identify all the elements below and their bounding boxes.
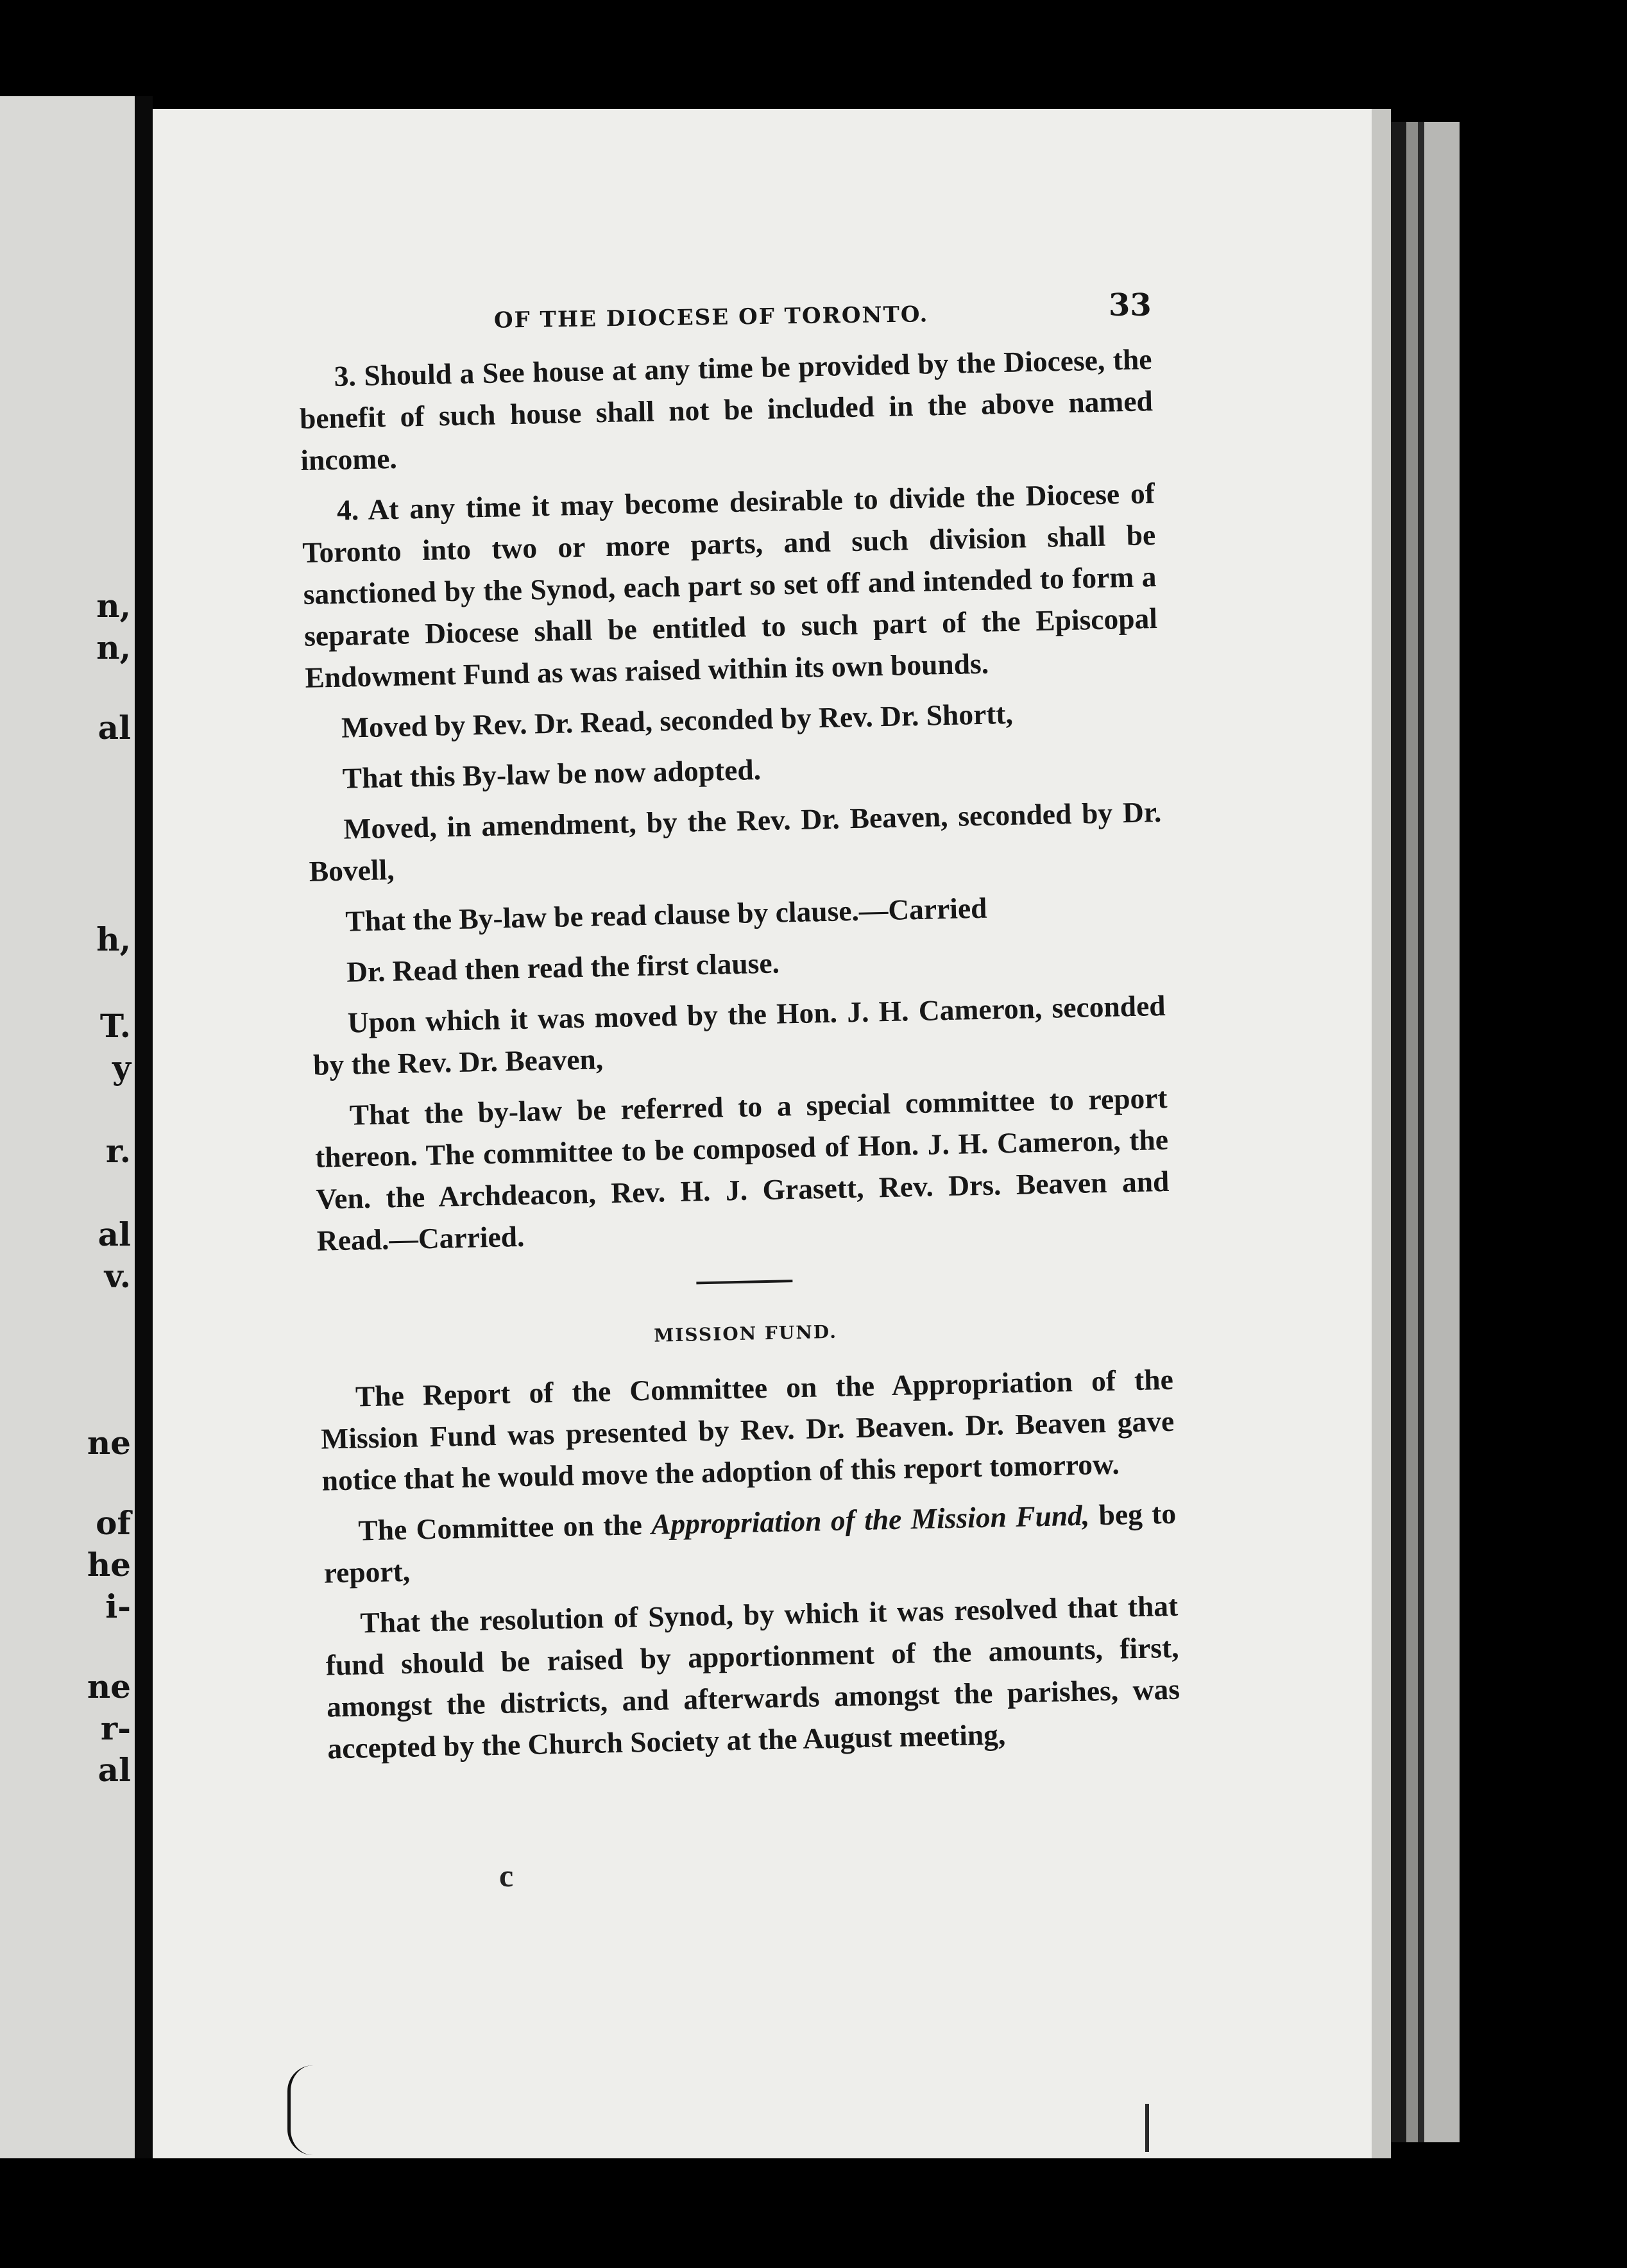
paragraph: Moved, in amendment, by the Rev. Dr. Beaven, seconded by Dr. Bovell, [309, 795, 1162, 888]
paragraph: That this By-law be now adopted. [342, 753, 762, 795]
page-edge [1372, 109, 1391, 2158]
fragment-text: r- [100, 1709, 131, 1747]
fragment-text: n, [96, 629, 131, 666]
fragment-text: al [98, 1751, 131, 1789]
paragraph: Upon which it was moved by the Hon. J. H. Cameron, seconded by the Rev. Dr. Beaven, [312, 988, 1166, 1081]
fragment-text: T. [99, 1007, 131, 1045]
fragment-text: h, [96, 920, 131, 958]
book-edge-dark [1418, 122, 1424, 2142]
fragment-text: al [98, 1215, 131, 1253]
book-gutter [135, 96, 153, 2158]
signature-mark: c [499, 1858, 514, 1893]
page-number: 33 [1109, 287, 1152, 323]
fragment-text: y [112, 1049, 131, 1087]
page-body [298, 338, 1181, 1769]
book-edge-dark [1391, 122, 1406, 2142]
book-edge-light [1424, 122, 1460, 2142]
adjacent-page-fragment [0, 96, 135, 2158]
fragment-text: ne [87, 1424, 131, 1462]
section-title: MISSION FUND. [653, 1321, 838, 1346]
book-edge-light [1406, 122, 1418, 2142]
fragment-text: n, [96, 587, 131, 625]
paragraph: That the resolution of Synod, by which it was resolved that that fund should be raised by apportionment of the amounts, first, amongst the districts, and afterwards amongst the parishes, was accepted by the Church Society at the August meeting, [325, 1589, 1180, 1765]
ink-stroke [287, 2065, 316, 2155]
paragraph: The Report of the Committee on the Appropriation of the Mission Fund was presented by Rev. Dr. Beaven. Dr. Beaven gave notice that he would move the adoption of this report tomorrow. [320, 1362, 1175, 1497]
fragment-text: v. [104, 1257, 131, 1295]
running-head: OF THE DIOCESE OF TORONTO. [493, 301, 929, 334]
section-divider [696, 1280, 792, 1284]
ink-stroke [1145, 2104, 1149, 2152]
paragraph: That the by-law be referred to a special committee to report thereon. The committee to be composed of Hon. J. H. Cameron, the Ven. the Archdeacon, Rev. H. J. Grasett, Rev. Drs. Beaven and Read.—Carried. [314, 1081, 1170, 1257]
paragraph: 4. At any time it may become desirable to divide the Diocese of Toronto into two or more parts, and such division shall be sanctioned by the Synod, each part so set off and intended to form a separate Diocese shall be entitled to such part of the Episcopal Endowment Fund as was raised within its own bounds. [302, 477, 1158, 694]
paragraph-text: The Committee on the [357, 1507, 652, 1547]
fragment-text: al [98, 709, 131, 747]
paragraph [323, 1493, 1177, 1594]
fragment-text: of [96, 1504, 131, 1542]
fragment-text: ne [87, 1668, 131, 1705]
fragment-text: he [87, 1546, 131, 1584]
paragraph: 3. Should a See house at any time be provided by the Diocese, the benefit of such house shall not be included in the above named income. [299, 343, 1154, 477]
paragraph: Moved by Rev. Dr. Read, seconded by Rev. Dr. Shortt, [341, 697, 1014, 744]
paragraph: Dr. Read then read the first clause. [346, 946, 780, 988]
fragment-text: r. [105, 1132, 131, 1170]
paragraph: That the By-law be read clause by clause.—Carried [345, 891, 987, 938]
italic-text: Appropriation of the Mission Fund, [651, 1498, 1090, 1541]
fragment-text: i- [105, 1587, 131, 1625]
paragraph-text: beg to report, [323, 1496, 1177, 1589]
